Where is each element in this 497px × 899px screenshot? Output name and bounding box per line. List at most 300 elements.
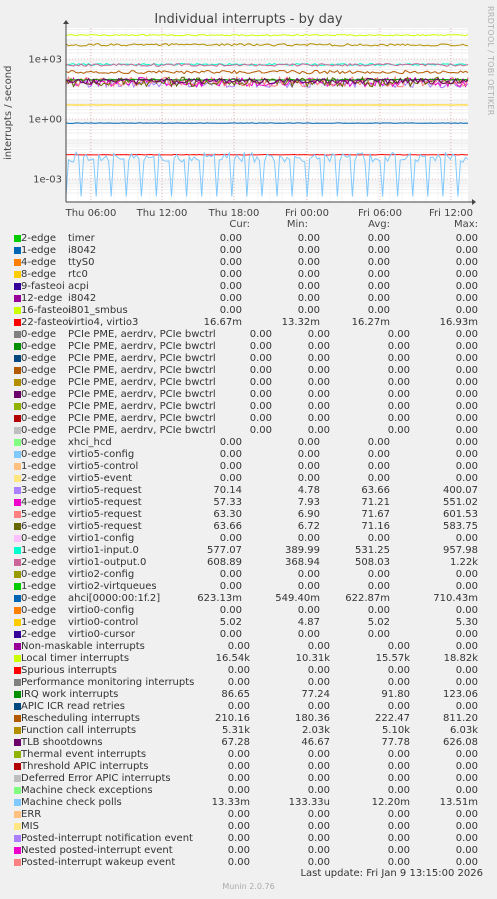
legend-series-name: ERR: [21, 809, 42, 820]
legend-row: [0, 413, 497, 425]
legend-swatch: [14, 247, 21, 254]
legend-series-name: 1-edge: [21, 581, 56, 592]
col-header-max: Max:: [453, 219, 478, 230]
legend-value-cur: 57.33: [213, 497, 242, 508]
legend-value-cur: 0.00: [227, 845, 250, 856]
legend-row: [0, 317, 497, 329]
legend-series-desc: virtio5-control: [68, 461, 139, 472]
legend-value-avg: 0.00: [387, 641, 410, 652]
legend-swatch: [14, 559, 21, 566]
legend-value-max: 0.00: [455, 677, 478, 688]
legend-value-min: 4.78: [297, 485, 320, 496]
legend-value-cur: 0.00: [227, 761, 250, 772]
series-line: [66, 123, 468, 124]
legend-value-cur: 0.00: [219, 269, 242, 280]
legend-value-cur: 0.00: [219, 281, 242, 292]
legend-row: [0, 713, 497, 725]
legend-value-max: 16.93m: [439, 317, 478, 328]
legend-value-avg: 12.20m: [371, 797, 410, 808]
legend-value-min: 0.00: [307, 749, 330, 760]
legend-value-max: 0.00: [455, 413, 478, 424]
legend-series-name: 2-edge: [21, 473, 56, 484]
legend-value-min: 0.00: [297, 269, 320, 280]
legend-series-name: Threshold APIC interrupts: [21, 761, 149, 772]
legend-value-min: 0.00: [297, 293, 320, 304]
legend-value-min: 10.31k: [295, 653, 330, 664]
x-tick-label: Fri 00:00: [285, 208, 329, 219]
legend-value-avg: 15.57k: [375, 653, 410, 664]
legend-row: [0, 845, 497, 857]
y-tick-label: 1e+00: [28, 114, 62, 126]
y-axis-arrow: [63, 20, 69, 24]
legend-value-avg: 0.00: [387, 425, 410, 436]
legend-swatch: [14, 751, 21, 758]
legend-value-min: 0.00: [307, 761, 330, 772]
legend-value-min: 0.00: [307, 677, 330, 688]
legend-swatch: [14, 775, 21, 782]
legend-value-avg: 0.00: [387, 857, 410, 868]
legend-swatch: [14, 703, 21, 710]
legend-value-min: 6.90: [297, 509, 320, 520]
legend-swatch: [14, 571, 21, 578]
legend-row: [0, 473, 497, 485]
col-header-avg: Avg:: [368, 219, 390, 230]
legend-swatch: [14, 331, 21, 338]
legend-series-desc: virtio1-config: [68, 533, 135, 544]
legend-value-cur: 5.02: [219, 617, 242, 628]
legend-series-desc: PCIe PME, aerdrv, PCIe bwctrl: [68, 401, 216, 412]
legend-series-name: Deferred Error APIC interrupts: [21, 773, 171, 784]
legend-swatch: [14, 847, 21, 854]
legend-value-avg: 0.00: [387, 665, 410, 676]
legend-series-name: Performance monitoring interrupts: [21, 677, 195, 688]
legend-value-avg: 0.00: [387, 773, 410, 784]
legend-swatch: [14, 859, 21, 866]
legend-row: [0, 641, 497, 653]
legend-value-cur: 0.00: [249, 377, 272, 388]
legend-value-cur: 0.00: [219, 581, 242, 592]
legend-value-avg: 0.00: [367, 533, 390, 544]
legend-value-avg: 622.87m: [345, 593, 390, 604]
x-tick-label: Fri 06:00: [358, 208, 402, 219]
legend-value-max: 0.00: [455, 857, 478, 868]
plot-background: [66, 28, 468, 202]
legend-series-desc: PCIe PME, aerdrv, PCIe bwctrl: [68, 365, 216, 376]
legend-value-avg: 0.00: [387, 833, 410, 844]
legend-value-min: 133.33u: [288, 797, 330, 808]
legend-value-cur: 0.00: [249, 401, 272, 412]
legend-swatch: [14, 679, 21, 686]
legend-value-max: 0.00: [455, 569, 478, 580]
legend-value-max: 0.00: [455, 581, 478, 592]
legend-value-min: 180.36: [295, 713, 330, 724]
legend-swatch: [14, 391, 21, 398]
legend-row: [0, 617, 497, 629]
legend-value-max: 0.00: [455, 365, 478, 376]
legend-value-max: 0.00: [455, 449, 478, 460]
legend-value-avg: 16.27m: [351, 317, 390, 328]
legend-value-cur: 70.14: [213, 485, 242, 496]
legend-value-avg: 0.00: [387, 677, 410, 688]
legend-value-cur: 0.00: [219, 473, 242, 484]
legend-value-cur: 0.00: [227, 773, 250, 784]
legend-row: [0, 389, 497, 401]
chart-title: Individual interrupts - by day: [154, 12, 343, 27]
legend-value-cur: 13.33m: [211, 797, 250, 808]
legend-row: [0, 785, 497, 797]
legend-value-min: 0.00: [307, 329, 330, 340]
legend-value-max: 0.00: [455, 701, 478, 712]
legend-value-avg: 0.00: [387, 749, 410, 760]
y-axis-label: interrupts / second: [3, 65, 14, 160]
legend-series-name: 2-edge: [21, 233, 56, 244]
legend-series-name: 0-edge: [21, 389, 56, 400]
legend-swatch: [14, 691, 21, 698]
legend-value-max: 6.03k: [449, 725, 478, 736]
legend-swatch: [14, 439, 21, 446]
legend-value-cur: 86.65: [221, 689, 250, 700]
legend-value-avg: 0.00: [367, 461, 390, 472]
legend-row: [0, 485, 497, 497]
legend-value-max: 13.51m: [439, 797, 478, 808]
legend-series-desc: PCIe PME, aerdrv, PCIe bwctrl: [68, 413, 216, 424]
legend-row: [0, 629, 497, 641]
legend-series-name: 0-edge: [21, 437, 56, 448]
legend-series-name: 22-fasteoi: [21, 317, 72, 328]
legend-series-name: 0-edge: [21, 377, 56, 388]
legend-series-desc: acpi: [68, 281, 89, 292]
legend-swatch: [14, 655, 21, 662]
legend-value-max: 1.22k: [449, 557, 478, 568]
legend-row: [0, 569, 497, 581]
legend-series-desc: PCIe PME, aerdrv, PCIe bwctrl: [68, 389, 216, 400]
legend-value-min: 389.99: [285, 545, 320, 556]
legend-series-name: Posted-interrupt wakeup event: [21, 857, 176, 868]
legend-value-cur: 16.54k: [215, 653, 250, 664]
legend-value-avg: 5.10k: [381, 725, 410, 736]
legend-series-name: 0-edge: [21, 449, 56, 460]
legend-row: [0, 821, 497, 833]
legend-value-min: 0.00: [297, 533, 320, 544]
legend-value-cur: 0.00: [219, 449, 242, 460]
legend-value-max: 0.00: [455, 305, 478, 316]
legend-value-cur: 0.00: [227, 677, 250, 688]
legend-series-name: 3-edge: [21, 485, 56, 496]
legend-value-max: 626.08: [443, 737, 478, 748]
legend-series-name: 1-edge: [21, 617, 56, 628]
legend-value-avg: 0.00: [367, 437, 390, 448]
legend-series-name: 2-edge: [21, 629, 56, 640]
legend-series-name: 8-edge: [21, 269, 56, 280]
legend-swatch: [14, 415, 21, 422]
legend-series-name: Thermal event interrupts: [21, 749, 147, 760]
legend-value-avg: 71.21: [361, 497, 390, 508]
legend-row: [0, 269, 497, 281]
legend-value-min: 0.00: [307, 401, 330, 412]
legend-swatch: [14, 739, 21, 746]
legend-value-max: 0.00: [455, 785, 478, 796]
legend-value-max: 400.07: [443, 485, 478, 496]
legend-row: [0, 653, 497, 665]
legend-swatch: [14, 295, 21, 302]
legend-value-min: 0.00: [307, 341, 330, 352]
legend-value-min: 4.87: [297, 617, 320, 628]
legend-value-cur: 16.67m: [203, 317, 242, 328]
legend-value-cur: 608.89: [207, 557, 242, 568]
legend-series-name: 6-edge: [21, 521, 56, 532]
legend-value-max: 0.00: [455, 341, 478, 352]
legend-value-avg: 222.47: [375, 713, 410, 724]
legend-value-cur: 0.00: [219, 461, 242, 472]
legend-value-cur: 0.00: [219, 293, 242, 304]
legend-row: [0, 449, 497, 461]
legend-row: [0, 773, 497, 785]
legend-row: [0, 257, 497, 269]
legend-series-name: 0-edge: [21, 401, 56, 412]
legend-series-desc: ttyS0: [68, 257, 95, 268]
legend-value-max: 0.00: [455, 353, 478, 364]
legend-swatch: [14, 511, 21, 518]
legend-value-min: 7.93: [297, 497, 320, 508]
legend-swatch: [14, 583, 21, 590]
legend-row: [0, 521, 497, 533]
legend-swatch: [14, 631, 21, 638]
legend-value-min: 0.00: [297, 473, 320, 484]
legend-swatch: [14, 523, 21, 530]
legend-row: [0, 605, 497, 617]
legend-row: [0, 797, 497, 809]
legend-series-name: 4-edge: [21, 257, 56, 268]
legend-swatch: [14, 283, 21, 290]
legend-value-avg: 0.00: [387, 785, 410, 796]
legend-series-desc: PCIe PME, aerdrv, PCIe bwctrl: [68, 341, 216, 352]
legend-value-avg: 0.00: [387, 365, 410, 376]
legend-value-min: 0.00: [307, 701, 330, 712]
legend-swatch: [14, 799, 21, 806]
legend-row: [0, 725, 497, 737]
legend-row: [0, 341, 497, 353]
legend-series-desc: rtc0: [68, 269, 88, 280]
legend-series-desc: i801_smbus: [68, 305, 128, 316]
legend-series-desc: virtio1-output.0: [68, 557, 147, 568]
legend-value-min: 77.24: [301, 689, 330, 700]
legend-value-cur: 0.00: [227, 857, 250, 868]
legend-series-name: 0-edge: [21, 365, 56, 376]
legend-swatch: [14, 607, 21, 614]
legend-value-cur: 623.13m: [197, 593, 242, 604]
legend-value-cur: 0.00: [249, 365, 272, 376]
legend-value-min: 0.00: [297, 569, 320, 580]
legend-series-name: 0-edge: [21, 605, 56, 616]
legend-row: [0, 737, 497, 749]
legend-row: [0, 497, 497, 509]
legend-swatch: [14, 595, 21, 602]
legend-swatch: [14, 811, 21, 818]
legend-value-min: 549.40m: [275, 593, 320, 604]
legend-swatch: [14, 619, 21, 626]
legend-value-min: 0.00: [297, 461, 320, 472]
legend-series-desc: ahci[0000:00:1f.2]: [68, 593, 161, 604]
legend-row: [0, 401, 497, 413]
legend-value-avg: 0.00: [387, 809, 410, 820]
legend-value-max: 0.00: [455, 833, 478, 844]
legend-value-avg: 0.00: [367, 605, 390, 616]
legend-value-max: 0.00: [455, 425, 478, 436]
legend-row: [0, 509, 497, 521]
legend-series-desc: virtio1-input.0: [68, 545, 139, 556]
legend-swatch: [14, 259, 21, 266]
legend-value-avg: 0.00: [387, 413, 410, 424]
legend-value-min: 0.00: [307, 773, 330, 784]
legend-series-desc: virtio5-config: [68, 449, 135, 460]
legend-value-avg: 0.00: [367, 581, 390, 592]
legend-value-avg: 0.00: [387, 701, 410, 712]
legend-value-max: 0.00: [455, 473, 478, 484]
legend-value-avg: 0.00: [367, 269, 390, 280]
legend-swatch: [14, 403, 21, 410]
legend-value-max: 18.82k: [443, 653, 478, 664]
legend-value-avg: 0.00: [387, 401, 410, 412]
legend-value-cur: 0.00: [249, 329, 272, 340]
x-tick-label: Thu 18:00: [208, 208, 260, 219]
legend-value-cur: 5.31k: [221, 725, 250, 736]
legend-value-min: 2.03k: [301, 725, 330, 736]
legend-row: [0, 293, 497, 305]
legend-value-avg: 0.00: [367, 305, 390, 316]
legend-value-max: 0.00: [455, 257, 478, 268]
legend-series-desc: virtio0-cursor: [68, 629, 135, 640]
legend-series-name: 12-edge: [21, 293, 63, 304]
legend-series-name: 2-edge: [21, 557, 56, 568]
legend-value-avg: 0.00: [367, 473, 390, 484]
legend-swatch: [14, 835, 21, 842]
legend-swatch: [14, 451, 21, 458]
legend-value-min: 6.72: [297, 521, 320, 532]
legend-value-avg: 0.00: [367, 629, 390, 640]
legend-value-min: 0.00: [307, 413, 330, 424]
legend-series-name: 0-edge: [21, 413, 56, 424]
legend-value-avg: 0.00: [367, 569, 390, 580]
legend-series-name: Machine check exceptions: [21, 785, 153, 796]
last-update: Last update: Fri Jan 9 13:15:00 2026: [300, 868, 483, 879]
legend-series-name: Machine check polls: [21, 797, 122, 808]
watermark: RRDTOOL / TOBI OETIKER: [486, 6, 495, 116]
legend-series-desc: PCIe PME, aerdrv, PCIe bwctrl: [68, 425, 216, 436]
legend-value-min: 0.00: [307, 857, 330, 868]
legend-row: [0, 665, 497, 677]
legend-value-cur: 0.00: [249, 413, 272, 424]
legend-value-min: 0.00: [297, 581, 320, 592]
legend-swatch: [14, 475, 21, 482]
legend-swatch: [14, 427, 21, 434]
legend-value-max: 0.00: [455, 845, 478, 856]
x-axis-arrow: [472, 199, 476, 205]
legend-value-cur: 0.00: [227, 821, 250, 832]
legend-swatch: [14, 319, 21, 326]
legend-series-desc: virtio2-config: [68, 569, 135, 580]
legend-swatch: [14, 535, 21, 542]
legend-value-min: 0.00: [307, 425, 330, 436]
legend-series-name: 0-edge: [21, 329, 56, 340]
legend-value-max: 0.00: [455, 629, 478, 640]
legend-value-max: 0.00: [455, 605, 478, 616]
legend-row: [0, 749, 497, 761]
legend-series-name: 0-edge: [21, 593, 56, 604]
legend-value-max: 0.00: [455, 269, 478, 280]
legend-value-max: 123.06: [443, 689, 478, 700]
legend-value-min: 0.00: [297, 629, 320, 640]
legend-value-max: 811.20: [443, 713, 478, 724]
col-header-cur: Cur:: [229, 219, 250, 230]
legend-row: [0, 677, 497, 689]
legend-value-avg: 508.03: [355, 557, 390, 568]
legend-value-min: 0.00: [307, 833, 330, 844]
legend-value-cur: 0.00: [219, 629, 242, 640]
legend-series-name: TLB shootdowns: [21, 737, 103, 748]
legend-value-avg: 0.00: [387, 389, 410, 400]
legend-swatch: [14, 715, 21, 722]
legend-value-min: 0.00: [297, 281, 320, 292]
legend-row: [0, 761, 497, 773]
legend-row: [0, 245, 497, 257]
legend-value-avg: 0.00: [387, 845, 410, 856]
legend-value-avg: 0.00: [367, 233, 390, 244]
legend-value-cur: 0.00: [219, 569, 242, 580]
legend-value-max: 957.98: [443, 545, 478, 556]
legend-series-name: 1-edge: [21, 245, 56, 256]
legend-series-desc: i8042: [68, 293, 97, 304]
legend-series-name: 1-edge: [21, 461, 56, 472]
legend-row: [0, 461, 497, 473]
legend-row: [0, 329, 497, 341]
x-tick-label: Thu 12:00: [136, 208, 188, 219]
legend-value-cur: 63.66: [213, 521, 242, 532]
legend-series-desc: virtio5-request: [68, 497, 142, 508]
legend-series-desc: xhci_hcd: [68, 437, 112, 448]
legend-row: [0, 581, 497, 593]
legend-series-desc: PCIe PME, aerdrv, PCIe bwctrl: [68, 353, 216, 364]
legend-series-name: APIC ICR read retries: [21, 701, 125, 712]
legend-series-desc: virtio4, virtio3: [68, 317, 139, 328]
legend-swatch: [14, 355, 21, 362]
legend-series-name: Posted-interrupt notification event: [21, 833, 193, 844]
legend-swatch: [14, 547, 21, 554]
legend-series-name: 9-fasteoi: [21, 281, 65, 292]
legend-value-min: 368.94: [285, 557, 320, 568]
legend-row: [0, 281, 497, 293]
legend-series-name: Non-maskable interrupts: [21, 641, 145, 652]
legend-row: [0, 353, 497, 365]
legend-value-min: 0.00: [307, 389, 330, 400]
legend-value-cur: 0.00: [249, 389, 272, 400]
legend-series-desc: timer: [68, 233, 95, 244]
legend-series-desc: i8042: [68, 245, 97, 256]
legend-series-desc: virtio0-config: [68, 605, 135, 616]
legend-value-max: 0.00: [455, 761, 478, 772]
legend-row: [0, 425, 497, 437]
legend-value-cur: 0.00: [227, 641, 250, 652]
legend-value-min: 0.00: [297, 305, 320, 316]
legend-series-desc: virtio5-event: [68, 473, 133, 484]
legend-series-name: 16-fasteoi: [21, 305, 72, 316]
legend-value-min: 0.00: [297, 437, 320, 448]
legend-value-avg: 0.00: [367, 449, 390, 460]
legend-series-name: Rescheduling interrupts: [21, 713, 141, 724]
legend-value-cur: 0.00: [227, 665, 250, 676]
legend-value-cur: 0.00: [219, 437, 242, 448]
legend-row: [0, 701, 497, 713]
legend-series-name: IRQ work interrupts: [21, 689, 119, 700]
